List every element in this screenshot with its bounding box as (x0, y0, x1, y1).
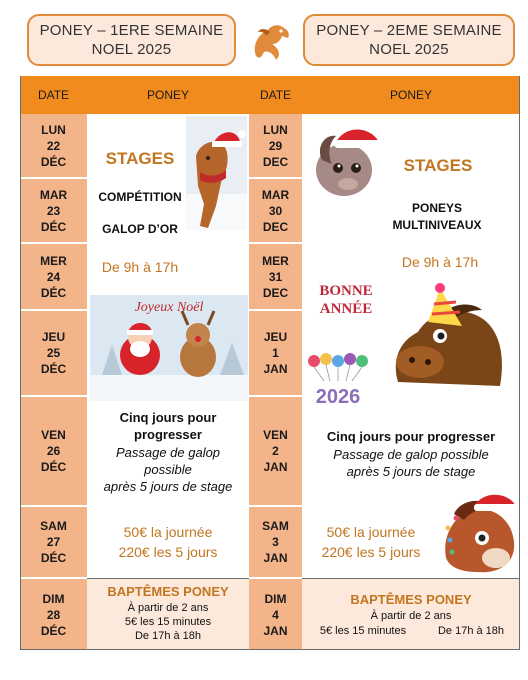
day-cell-mer-24: MER 24 DÉC (20, 244, 87, 309)
week2-title (303, 14, 515, 66)
week2-description-details: Passage de galop possible après 5 jours de stage (333, 447, 489, 479)
week2-title-line2: NOEL 2025 (369, 41, 449, 58)
week1-title-line1: PONEY – 1ERE SEMAINE (39, 22, 224, 39)
day-cell-lun-22: LUN 22 DÉC (20, 114, 87, 177)
day-cell-ven-26: VEN 26 DÉC (20, 397, 87, 505)
cute-pony-santa-image (306, 120, 392, 204)
day-cell-jeu-25: JEU 25 DÉC (20, 311, 87, 395)
week1-price-week: 220€ les 5 jours (118, 544, 218, 560)
horse-logo-icon (246, 18, 296, 68)
joyeux-noel-banner: Joyeux Noël (134, 300, 204, 315)
grid-line (20, 649, 520, 650)
week1-hours: De 9h à 17h (101, 259, 179, 275)
day-cell-mer-31: MER 31 DEC (249, 244, 302, 309)
week1-competition-label: COMPÉTITION (98, 190, 182, 204)
header-poney-2: PONEY (302, 76, 520, 114)
week2-hours: De 9h à 17h (401, 254, 479, 270)
year-2026-balloons-image (304, 351, 372, 413)
week1-title-line2: NOEL 2025 (91, 41, 172, 58)
week2-stages-label: STAGES (403, 156, 473, 175)
week1-description-title: Cinq jours pour progresser (119, 410, 217, 442)
week1-price-day: 50€ la journée (123, 524, 213, 540)
schedule-table (20, 76, 520, 650)
grid-line (302, 578, 520, 579)
week1-galop-label: GALOP D’OR (102, 222, 178, 236)
joyeux-noel-image (90, 295, 248, 401)
week2-poneys-label: PONEYS MULTINIVEAUX (392, 201, 482, 232)
bonne-annee-text: BONNE ANNÉE (319, 283, 373, 317)
week2-bapteme-price: 5€ les 15 minutes (319, 625, 407, 637)
grid-line (87, 578, 249, 579)
christmas-pony-image (186, 116, 247, 230)
week2-bapteme-title: BAPTÊMES PONEY (350, 592, 472, 607)
year-2026-text: 2026 (315, 386, 361, 408)
week2-price-day: 50€ la journée (326, 524, 416, 540)
day-cell-sam-3: SAM 3 JAN (249, 507, 302, 577)
week1-description-details: Passage de galop possible après 5 jours de stage (103, 445, 233, 494)
week2-bapteme-hours: De 17h à 18h (437, 625, 505, 637)
header-date-2: DATE (249, 76, 302, 114)
day-cell-sam-27: SAM 27 DÉC (20, 507, 87, 577)
week1-title (27, 14, 236, 66)
pony-christmas-lights-image (434, 488, 520, 574)
grid-line (20, 76, 21, 650)
week2-price-week: 220€ les 5 jours (321, 544, 421, 560)
day-cell-jeu-1: JEU 1 JAN (249, 311, 302, 395)
day-cell-ven-2: VEN 2 JAN (249, 397, 302, 505)
header-date-1: DATE (20, 76, 87, 114)
day-cell-dim-4: DIM 4 JAN (249, 579, 302, 650)
header-poney-1: PONEY (87, 76, 249, 114)
week1-bapteme-details: À partir de 2 ans 5€ les 15 minutes De 17h à 18h (124, 602, 212, 642)
week1-bapteme-title: BAPTÊMES PONEY (107, 584, 229, 599)
week2-description-title: Cinq jours pour progresser (326, 429, 496, 444)
week1-stages-label: STAGES (105, 149, 175, 168)
week2-title-line1: PONEY – 2EME SEMAINE (316, 22, 502, 39)
week2-bapteme-age: À partir de 2 ans (370, 610, 452, 622)
day-cell-dim-28: DIM 28 DÉC (20, 579, 87, 650)
day-cell-mar-30: MAR 30 DEC (249, 179, 302, 242)
day-cell-lun-29: LUN 29 DEC (249, 114, 302, 177)
day-cell-mar-23: MAR 23 DÉC (20, 179, 87, 242)
party-horse-image (378, 282, 510, 394)
